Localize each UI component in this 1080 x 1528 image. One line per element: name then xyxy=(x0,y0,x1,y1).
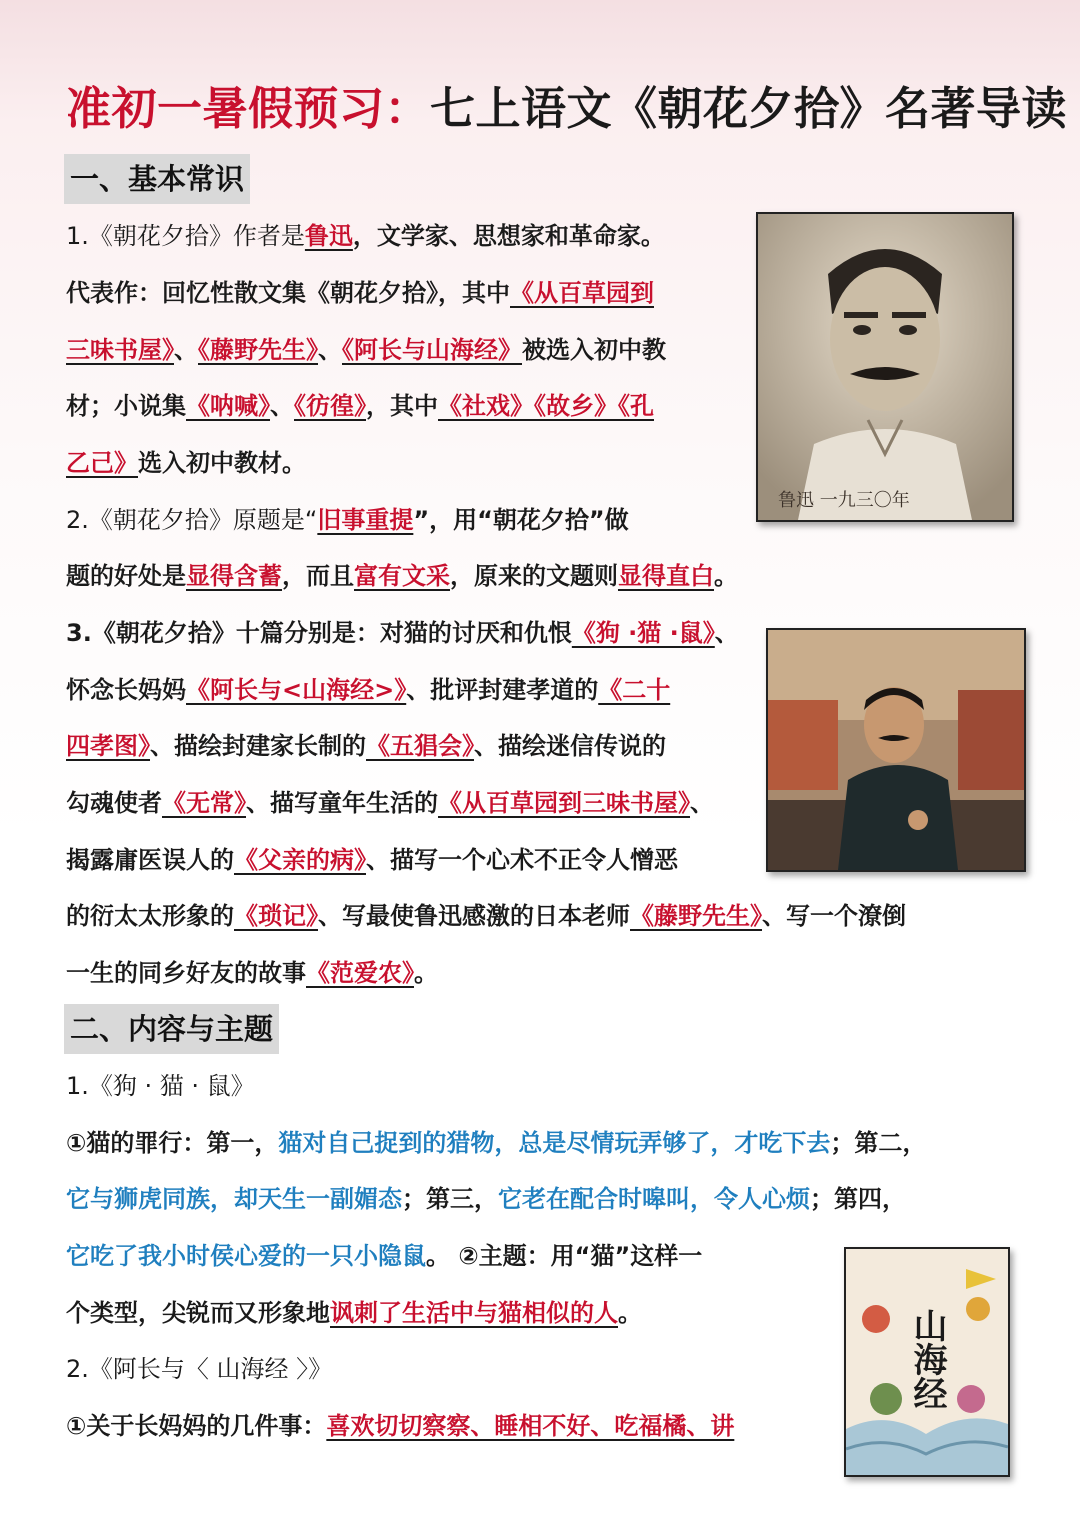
title-black-part: 七上语文《朝花夕拾》名著导读 xyxy=(430,82,1068,135)
text-line: ①猫的罪行：第一，猫对自己捉到的猎物，总是尽情玩弄够了，才吃下去；第二， xyxy=(66,1129,927,1157)
photo-caption: 鲁迅 一九三〇年 xyxy=(778,490,910,511)
title-red-part: 准初一暑假预习： xyxy=(66,82,431,135)
text-line: 题的好处是显得含蓄，而且富有文采，原来的文题则显得直白。 xyxy=(66,562,738,590)
text-line: 个类型，尖锐而又形象地讽刺了生活中与猫相似的人。 xyxy=(66,1299,642,1327)
text-line: 2.《朝花夕拾》原题是“旧事重提”，用“朝花夕拾”做 xyxy=(66,506,629,534)
text-line: 2.《阿长与〈 山海经 〉》 xyxy=(66,1355,333,1383)
portrait-photo xyxy=(756,212,1014,522)
text-line: 乙己》选入初中教材。 xyxy=(66,449,306,477)
text-line: 勾魂使者《无常》、描写童年生活的《从百草园到三味书屋》、 xyxy=(66,789,714,817)
text-line: ①关于长妈妈的几件事：喜欢切切察察、睡相不好、吃福橘、讲 xyxy=(66,1412,735,1440)
text-line: 它与狮虎同族，却天生一副媚态；第三，它老在配合时嗥叫，令人心烦；第四， xyxy=(66,1185,906,1213)
text-line: 3.《朝花夕拾》十篇分别是：对猫的讨厌和仇恨《狗 ·猫 ·鼠》、 xyxy=(66,619,739,647)
section-heading-content: 二、内容与主题 xyxy=(64,1004,279,1054)
book-cover-title: 山海经 xyxy=(907,1308,947,1410)
text-line: 四孝图》、描绘封建家长制的《五猖会》、描绘迷信传说的 xyxy=(66,732,666,760)
text-line: 1.《狗 · 猫 · 鼠》 xyxy=(66,1072,255,1100)
text-line: 怀念长妈妈《阿长与<山海经>》、批评封建孝道的《二十 xyxy=(66,676,671,704)
painting-photo xyxy=(766,628,1026,872)
text-line: 它吃了我小时侯心爱的一只小隐鼠。 ②主题：用“猫”这样一 xyxy=(66,1242,703,1270)
text-line: 代表作：回忆性散文集《朝花夕拾》，其中《从百草园到 xyxy=(66,279,654,307)
section-heading-basics: 一、基本常识 xyxy=(64,154,250,204)
book-cover-image xyxy=(844,1247,1010,1477)
text-line: 的衍太太形象的《琐记》、写最使鲁迅感激的日本老师《藤野先生》、写一个潦倒 xyxy=(66,902,906,930)
text-line: 一生的同乡好友的故事《范爱农》。 xyxy=(66,959,438,987)
text-line: 1.《朝花夕拾》作者是鲁迅，文学家、思想家和革命家。 xyxy=(66,222,665,250)
text-line: 材；小说集《呐喊》、《彷徨》，其中《社戏》《故乡》《孔 xyxy=(66,392,654,420)
text-line: 揭露庸医误人的《父亲的病》、描写一个心术不正令人憎恶 xyxy=(66,846,678,874)
page-title xyxy=(66,72,1067,137)
text-line: 三味书屋》、《藤野先生》、《阿长与山海经》被选入初中教 xyxy=(66,336,666,364)
